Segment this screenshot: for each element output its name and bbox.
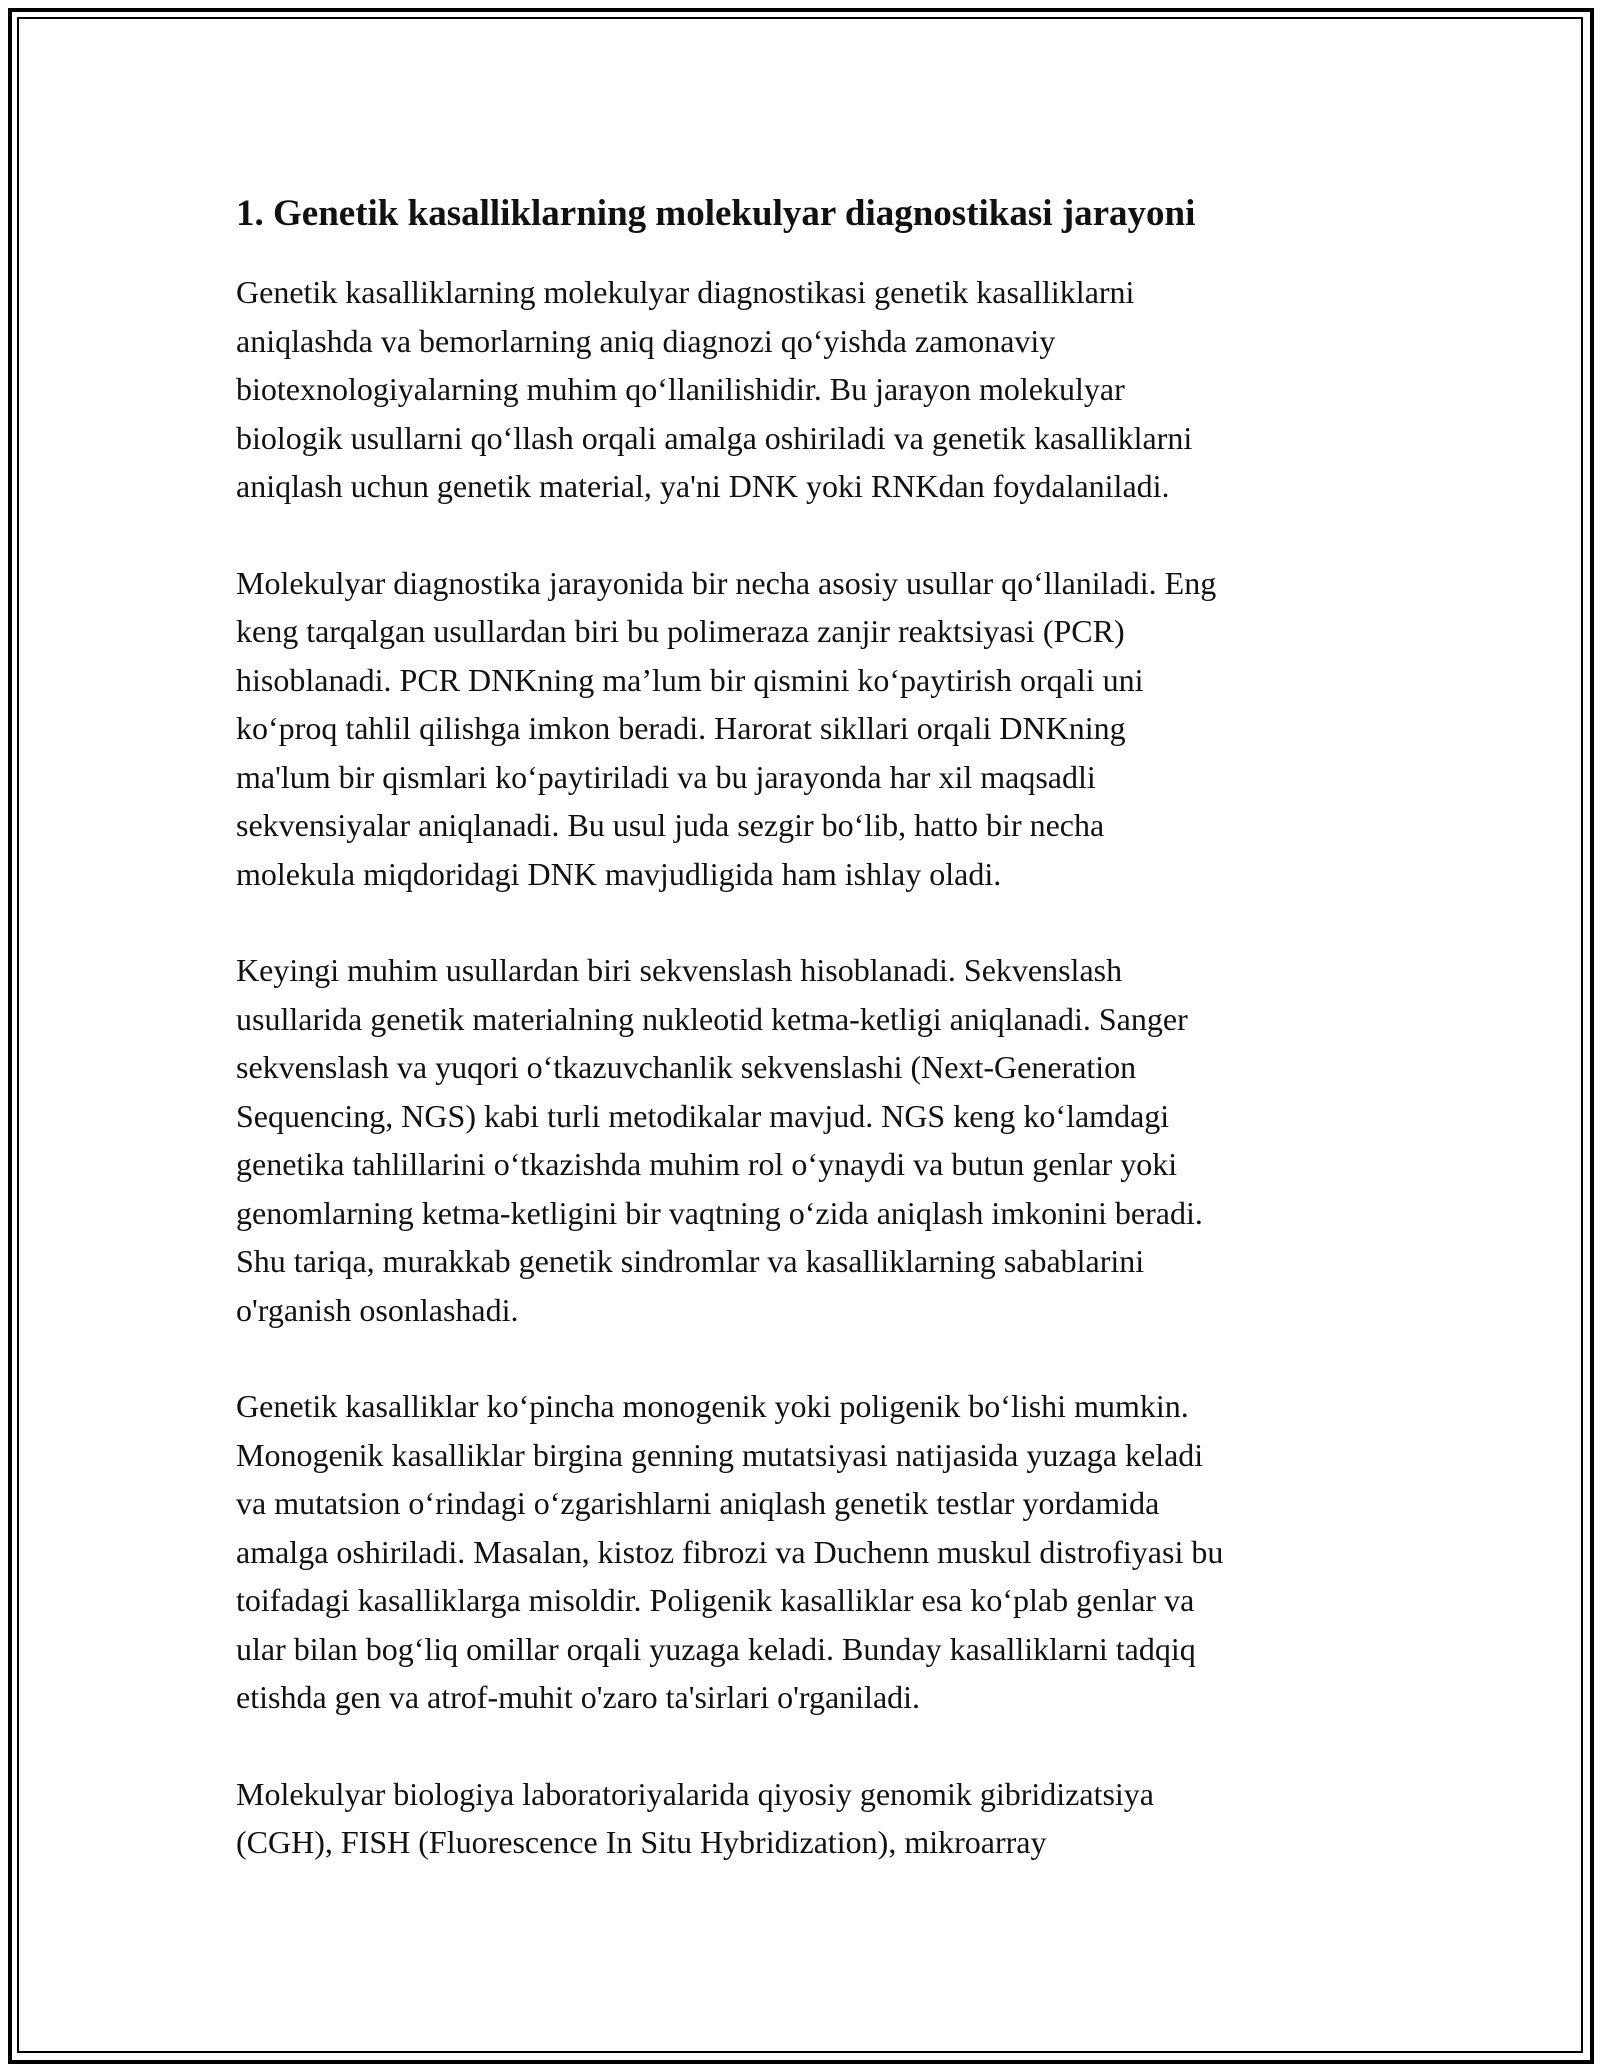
document-body — [236, 182, 1376, 1915]
text-line: genetika tahlillarini o‘tkazishda muhim rol o‘ynaydi va butun genlar yoki — [236, 1146, 1178, 1182]
paragraph-2 — [236, 559, 1376, 899]
text-line: molekula miqdoridagi DNK mavjudligida ham ishlay oladi. — [236, 855, 1002, 892]
text-line: Molekulyar diagnostika jarayonida bir necha asosiy usullar qo‘llaniladi. Eng — [236, 564, 1217, 601]
text-line: keng tarqalgan usullardan biri bu polimeraza zanjir reaktsiyasi (PCR) — [236, 613, 1125, 649]
text-line: Monogenik kasalliklar birgina genning mutatsiyasi natijasida yuzaga keladi — [236, 1436, 1204, 1473]
text-line: aniqlashda va bemorlarning aniq diagnozi qo‘yishda zamonaviy — [236, 322, 1056, 359]
paragraph-1 — [236, 268, 1376, 511]
text-line: Genetik kasalliklarning molekulyar diagnostikasi genetik kasalliklarni — [236, 274, 1135, 310]
text-line: ma'lum bir qismlari ko‘paytiriladi va bu jarayonda har xil maqsadli — [236, 758, 1096, 795]
text-line: Sequencing, NGS) kabi turli metodikalar mavjud. NGS keng ko‘lamdagi — [236, 1097, 1170, 1134]
paragraph-5 — [236, 1770, 1376, 1867]
text-line: (CGH), FISH (Fluorescence In Situ Hybridization), mikroarray — [236, 1824, 1047, 1860]
text-line: biologik usullarni qo‘llash orqali amalga oshiriladi va genetik kasalliklarni — [236, 419, 1193, 456]
text-line: amalga oshiriladi. Masalan, kistoz fibrozi va Duchenn muskul distrofiyasi bu — [236, 1533, 1224, 1570]
text-line: etishda gen va atrof-muhit o'zaro ta'sirlari o'rganiladi. — [236, 1679, 921, 1715]
text-line: aniqlash uchun genetik material, ya'ni DNK yoki RNKdan foydalaniladi. — [236, 468, 1170, 504]
section-heading: 1. Genetik kasalliklarning molekulyar diagnostikasi jarayoni — [236, 193, 1196, 234]
text-line: sekvensiyalar aniqlanadi. Bu usul juda sezgir bo‘lib, hatto bir necha — [236, 807, 1105, 843]
text-line: biotexnologiyalarning muhim qo‘llanilishidir. Bu jarayon molekulyar — [236, 371, 1125, 407]
text-line: ko‘proq tahlil qilishga imkon beradi. Harorat sikllari orqali DNKning — [236, 710, 1126, 746]
text-line: va mutatsion o‘rindagi o‘zgarishlarni aniqlash genetik testlar yordamida — [236, 1485, 1160, 1521]
text-line: hisoblanadi. PCR DNKning ma’lum bir qismini ko‘paytirish orqali uni — [236, 661, 1144, 698]
paragraph-4 — [236, 1382, 1376, 1722]
paragraph-3 — [236, 946, 1376, 1334]
text-line: Keyingi muhim usullardan biri sekvenslash hisoblanadi. Sekvenslash — [236, 952, 1123, 988]
text-line: toifadagi kasalliklarga misoldir. Poligenik kasalliklar esa ko‘plab genlar va — [236, 1582, 1195, 1618]
text-line: usullarida genetik materialning nukleotid ketma-ketligi aniqlanadi. Sanger — [236, 1000, 1188, 1037]
text-line: Shu tariqa, murakkab genetik sindromlar va kasalliklarning sabablarini — [236, 1243, 1145, 1279]
text-line: genomlarning ketma-ketligini bir vaqtning o‘zida aniqlash imkonini beradi. — [236, 1194, 1203, 1231]
text-line: Genetik kasalliklar ko‘pincha monogenik yoki poligenik bo‘lishi mumkin. — [236, 1388, 1189, 1424]
text-line: ular bilan bog‘liq omillar orqali yuzaga keladi. Bunday kasalliklarni tadqiq — [236, 1630, 1196, 1667]
text-line: Molekulyar biologiya laboratoriyalarida qiyosiy genomik gibridizatsiya — [236, 1775, 1154, 1812]
text-line: sekvenslash va yuqori o‘tkazuvchanlik sekvenslashi (Next-Generation — [236, 1049, 1137, 1085]
text-line: o'rganish osonlashadi. — [236, 1291, 519, 1328]
